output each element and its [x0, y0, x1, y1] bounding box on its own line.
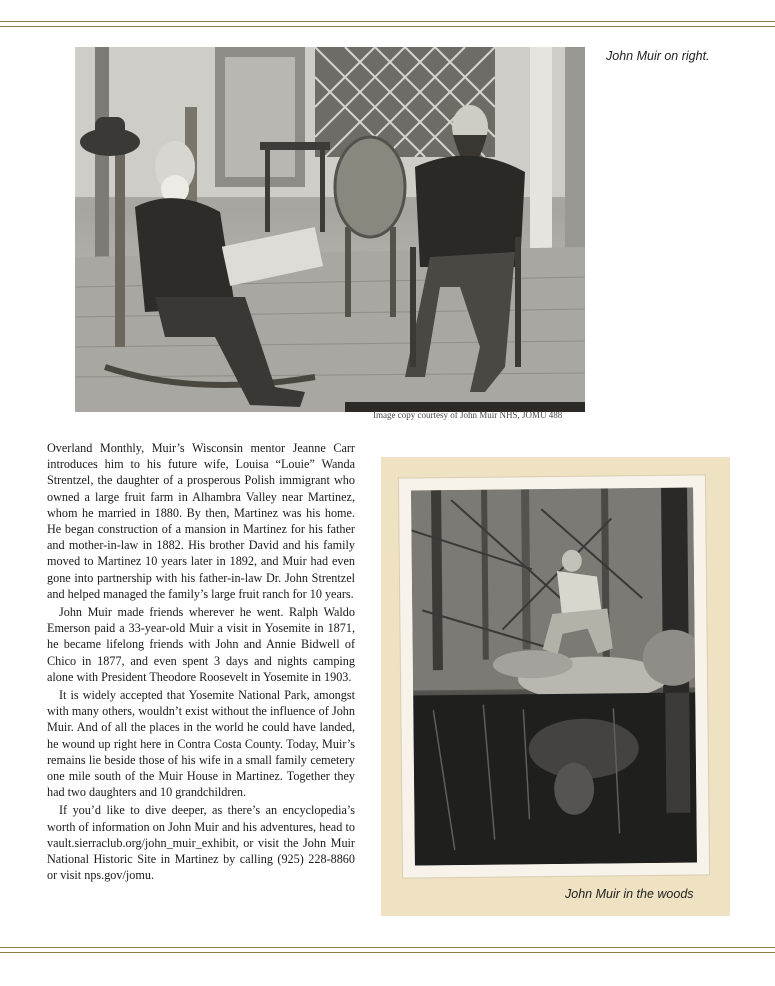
article-paragraph: John Muir made friends wherever he went. Ralph Waldo Emerson paid a 33-year-old Muir a visit in Yosemite in 1871, he became lifelong friends with John and Annie Bidwell of Chico in 1877, and even spent 3 days and nights camping alone with President Theodore Roosevelt in Yosemite in 1903. [47, 605, 355, 684]
photo-credit: Image copy courtesy of John Muir NHS, JOMU 488 [373, 410, 563, 420]
porch-photo-illustration [75, 47, 585, 412]
woods-photo-illustration [411, 488, 697, 866]
article-paragraph: If you’d like to dive deeper, as there’s an encyclopedia’s worth of information on John Muir and his adventures, head to vault.sierraclub.org/john_muir_exhibit, or visit the John Muir National Historic Site in Martinez by calling (925) 228-8860 or visit nps.gov/jomu. [47, 803, 355, 883]
woods-photo-caption: John Muir in the woods [565, 887, 694, 901]
article-paragraph: Overland Monthly, Muir’s Wisconsin mentor Jeanne Carr introduces him to his future wife, Louisa “Louie” Wanda Strentzel, the daughter of a prosperous Polish immigrant who owned a large fruit farm in Alhambra Valley near Martinez, whom he married in 1880. By then, Martinez was his home. He began construction of a mansion in Martinez for his father and mother-in-law in 1882. His brother David and his family moved to Martinez 10 years later in 1892, and Muir had even gone into partnership with his father-in-law Dr. John Strentzel and helped managed the family’s large fruit ranch for 10 years. [47, 441, 355, 601]
article-body [47, 440, 355, 885]
bottom-rule [0, 947, 775, 948]
top-rule-inner [0, 26, 775, 27]
woods-photo [411, 488, 697, 866]
article-paragraph: It is widely accepted that Yosemite National Park, amongst with many others, wouldn’t exist without the influence of John Muir. And of all the places in the world he could have landed, he wound up right here in Contra Costa County. Today, Muir’s remains lie beside those of his wife in a small family cemetery one mile south of the Muir House in Martinez. Together they had two daughters and 10 grandchildren. [47, 688, 355, 800]
porch-photo [75, 47, 585, 412]
porch-photo-caption: John Muir on right. [606, 49, 710, 63]
bottom-rule-inner [0, 952, 775, 953]
woods-photo-frame [381, 457, 730, 916]
woods-photo-print [399, 475, 709, 877]
top-rule [0, 21, 775, 22]
